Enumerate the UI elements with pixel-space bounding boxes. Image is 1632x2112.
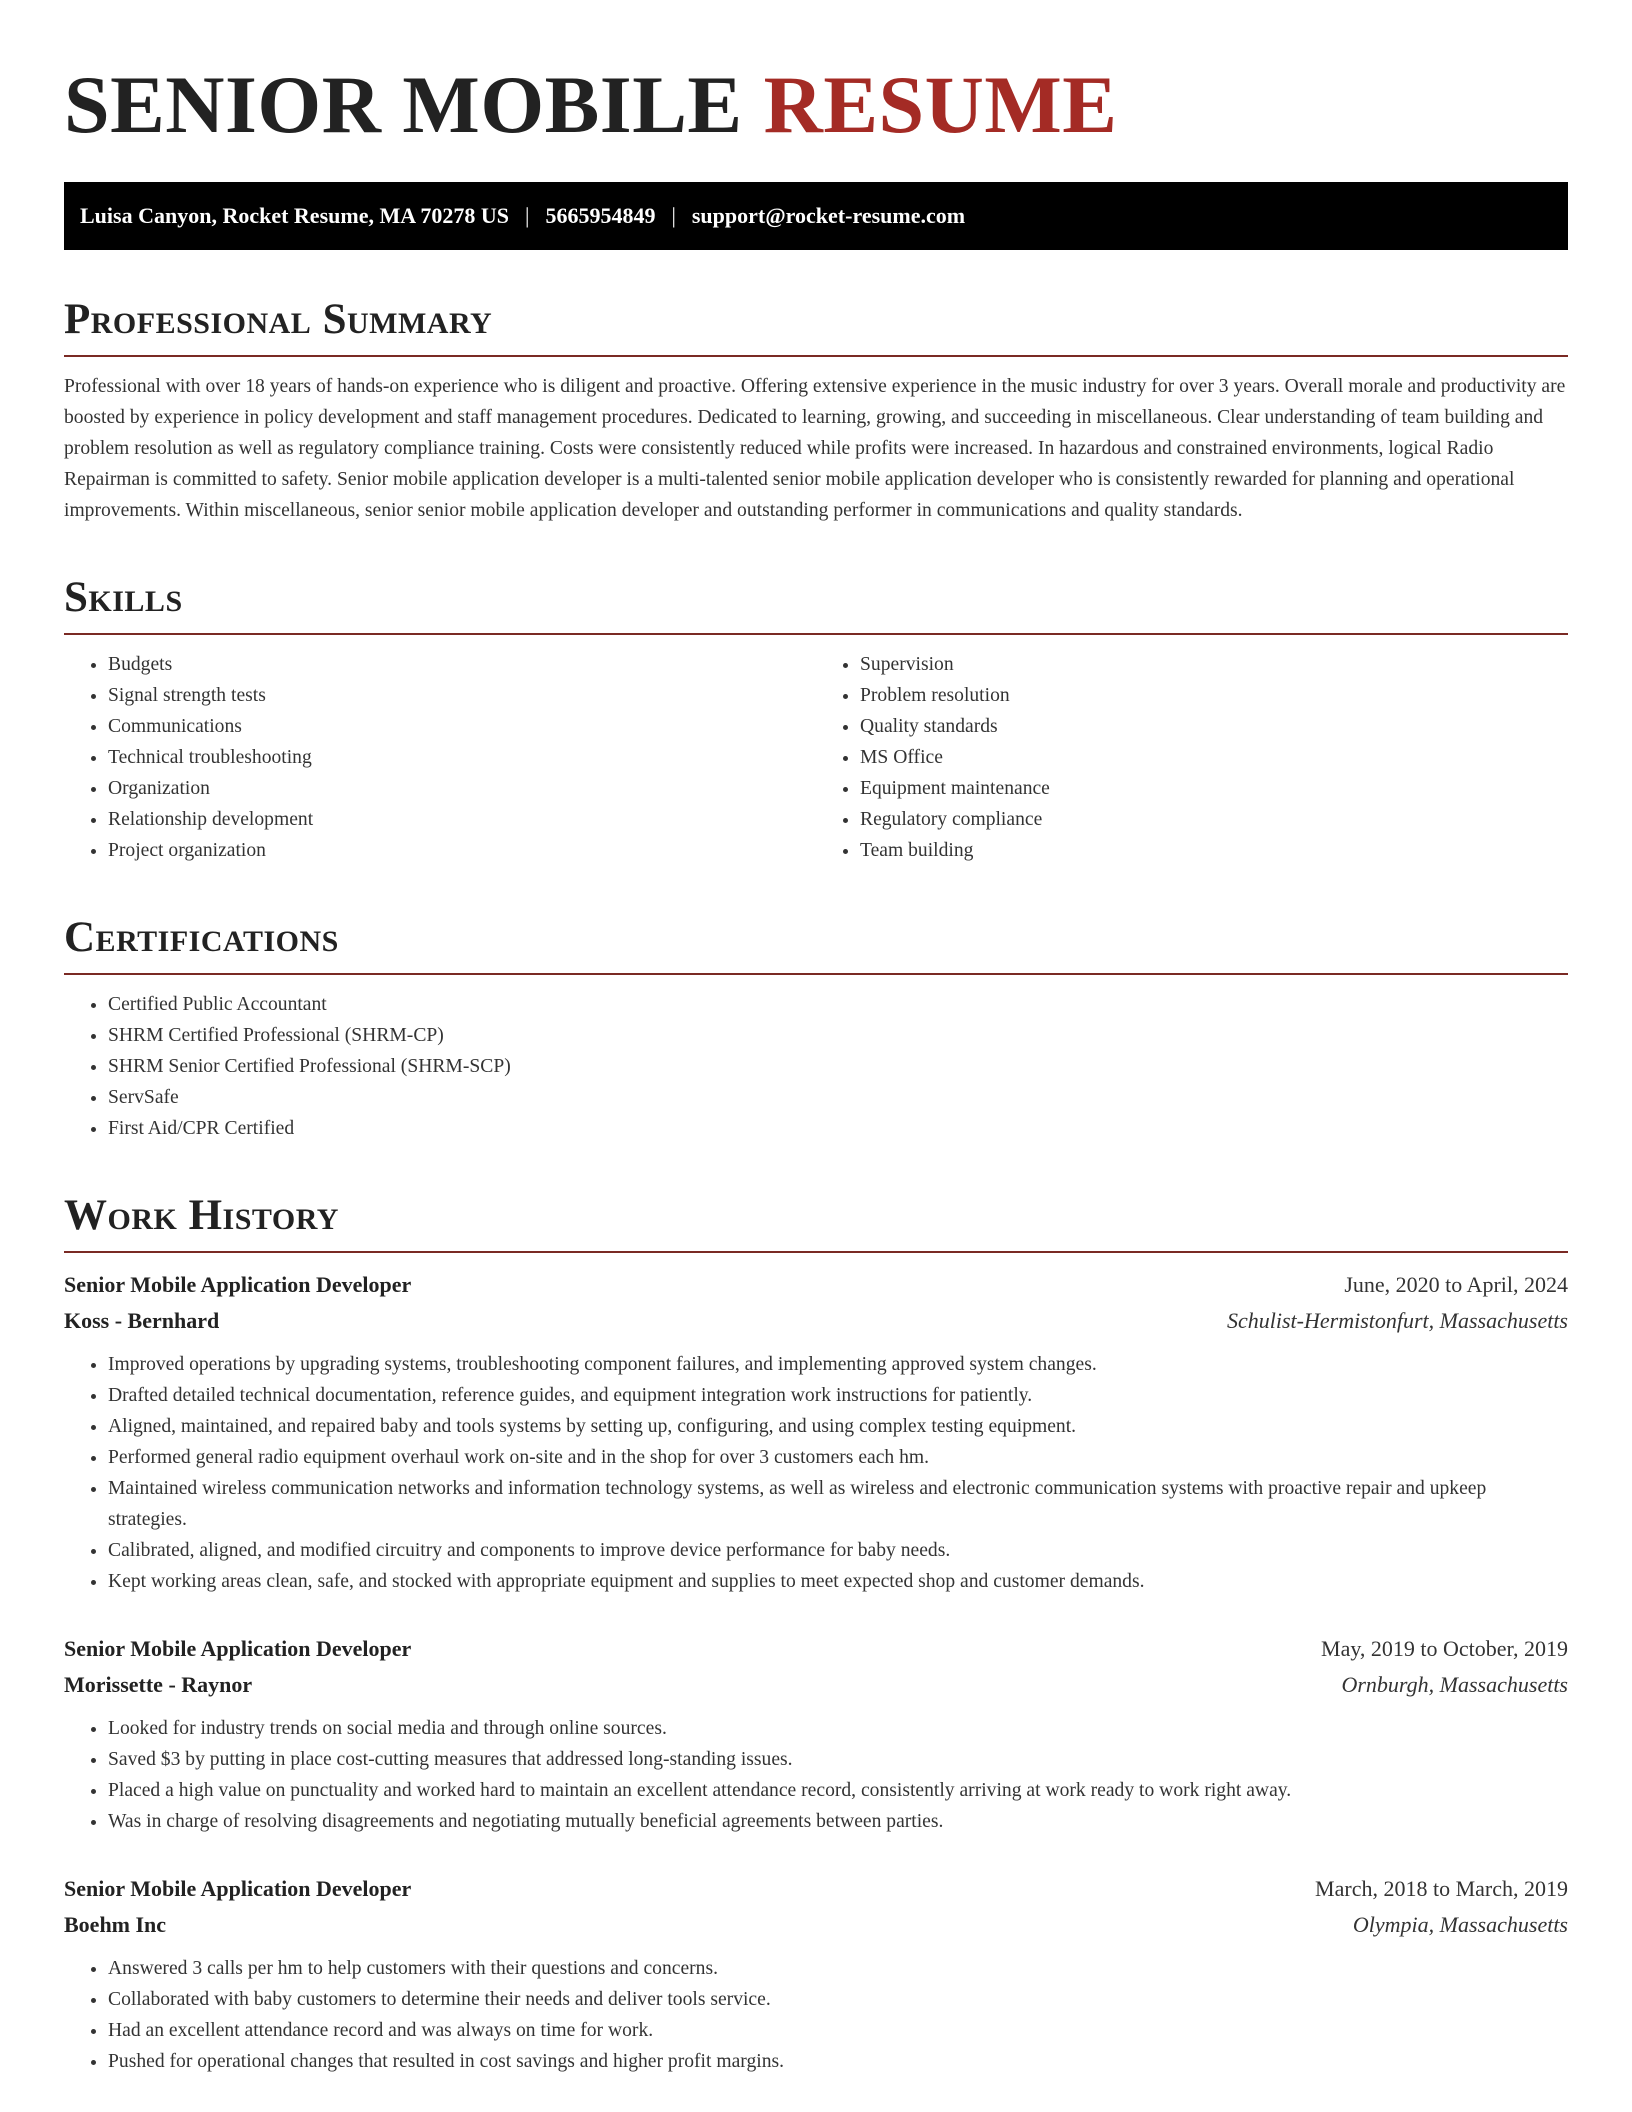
job-entry xyxy=(64,1267,1568,1597)
job-bullet: • Kept working areas clean, safe, and stocked with appropriate equipment and supplies to meet expected shop and customer demands. xyxy=(108,1566,1568,1597)
resume-title xyxy=(64,59,1568,150)
job-dates: May, 2019 to October, 2019 xyxy=(1321,1636,1568,1661)
summary-text: Professional with over 18 years of hands-on experience who is diligent and proactive. Offering extensive experience in the music industry for over 3 years. Overall morale and productivity are boosted by experience in policy development and staff management procedures. Dedicated to learning, growing, and succeeding in miscellaneous. Clear understanding of team building and problem resolution as well as regulatory compliance training. Costs were consistently reduced while profits were increased. In hazardous and constrained environments, logical Radio Repairman is committed to safety. Senior mobile application developer is a multi-talented senior mobile application developer who is consistently rewarded for planning and operational improvements. Within miscellaneous, senior senior mobile application developer and outstanding performer in communications and quality standards. xyxy=(64,376,1566,521)
skill-item: • Budgets xyxy=(108,649,816,680)
summary-heading: Professional Summary xyxy=(64,298,1568,357)
certification-item: • SHRM Certified Professional (SHRM-CP) xyxy=(108,1020,1568,1051)
job-title: Senior Mobile Application Developer xyxy=(64,1636,412,1661)
skills-heading: Skills xyxy=(64,576,1568,635)
contact-phone: 5665954849 xyxy=(545,203,656,228)
job-entry xyxy=(64,1871,1568,2077)
skill-item: • Signal strength tests xyxy=(108,680,816,711)
skills-grid xyxy=(64,649,1568,866)
contact-bar xyxy=(64,182,1568,250)
skill-item: • Problem resolution xyxy=(860,680,1568,711)
title-main: SENIOR MOBILE xyxy=(64,59,743,150)
title-accent: RESUME xyxy=(763,59,1118,150)
job-company: Morissette - Raynor xyxy=(64,1672,253,1697)
job-bullet: • Saved $3 by putting in place cost-cutting measures that addressed long-standing issues. xyxy=(108,1744,1568,1775)
certification-item: • First Aid/CPR Certified xyxy=(108,1113,1568,1144)
contact-address: Luisa Canyon, Rocket Resume, MA 70278 US xyxy=(80,203,510,228)
job-bullet: • Collaborated with baby customers to determine their needs and deliver tools service. xyxy=(108,1984,1568,2015)
job-bullets xyxy=(64,1349,1568,1597)
job-bullet: • Maintained wireless communication networks and information technology systems, as well as wireless and electronic communication systems with proactive repair and upkeep strategies. xyxy=(108,1473,1568,1535)
work-history-heading: Work History xyxy=(64,1194,1568,1253)
job-location: Schulist-Hermistonfurt, Massachusetts xyxy=(1227,1308,1568,1333)
job-bullet: • Drafted detailed technical documentation, reference guides, and equipment integration work instructions for patiently. xyxy=(108,1380,1568,1411)
job-bullets xyxy=(64,1713,1568,1837)
job-company: Koss - Bernhard xyxy=(64,1308,220,1333)
job-bullet: • Placed a high value on punctuality and worked hard to maintain an excellent attendance record, consistently arriving at work ready to work right away. xyxy=(108,1775,1568,1806)
skill-item: • MS Office xyxy=(860,742,1568,773)
job-bullet: • Was in charge of resolving disagreements and negotiating mutually beneficial agreements between parties. xyxy=(108,1806,1568,1837)
skill-item: • Supervision xyxy=(860,649,1568,680)
job-bullet: • Had an excellent attendance record and was always on time for work. xyxy=(108,2015,1568,2046)
summary-section xyxy=(64,298,1568,526)
job-title: Senior Mobile Application Developer xyxy=(64,1272,412,1297)
skill-item: • Technical troubleshooting xyxy=(108,742,816,773)
jobs-container xyxy=(64,1267,1568,2077)
skill-item: • Project organization xyxy=(108,835,816,866)
skill-item: • Relationship development xyxy=(108,804,816,835)
skills-list-right xyxy=(816,649,1568,866)
job-entry xyxy=(64,1631,1568,1837)
job-header-row xyxy=(64,1871,1568,1907)
job-bullet: • Calibrated, aligned, and modified circuitry and components to improve device performance for baby needs. xyxy=(108,1535,1568,1566)
job-bullets xyxy=(64,1953,1568,2077)
work-history-section xyxy=(64,1194,1568,2077)
job-bullet: • Aligned, maintained, and repaired baby and tools systems by setting up, configuring, and using complex testing equipment. xyxy=(108,1411,1568,1442)
contact-email: support@rocket-resume.com xyxy=(691,203,966,228)
job-location: Olympia, Massachusetts xyxy=(1352,1912,1568,1937)
job-bullet: • Improved operations by upgrading systems, troubleshooting component failures, and implementing approved system changes. xyxy=(108,1349,1568,1380)
job-company-row xyxy=(64,1907,1568,1943)
skill-item: • Organization xyxy=(108,773,816,804)
certifications-section xyxy=(64,916,1568,1144)
job-header-row xyxy=(64,1631,1568,1667)
job-company-row xyxy=(64,1303,1568,1339)
certification-item: • ServSafe xyxy=(108,1082,1568,1113)
certification-item: • SHRM Senior Certified Professional (SHRM-SCP) xyxy=(108,1051,1568,1082)
job-bullet: • Pushed for operational changes that resulted in cost savings and higher profit margins. xyxy=(108,2046,1568,2077)
skill-item: • Communications xyxy=(108,711,816,742)
skills-list-left xyxy=(64,649,816,866)
skill-item: • Equipment maintenance xyxy=(860,773,1568,804)
job-location: Ornburgh, Massachusetts xyxy=(1341,1672,1568,1697)
job-bullet: • Performed general radio equipment overhaul work on-site and in the shop for over 3 customers each hm. xyxy=(108,1442,1568,1473)
job-bullet: • Looked for industry trends on social media and through online sources. xyxy=(108,1713,1568,1744)
job-company-row xyxy=(64,1667,1568,1703)
contact-separator: | xyxy=(671,203,676,228)
certifications-list xyxy=(64,989,1568,1144)
contact-separator: | xyxy=(525,203,530,228)
skill-item: • Regulatory compliance xyxy=(860,804,1568,835)
job-header-row xyxy=(64,1267,1568,1303)
job-bullet: • Answered 3 calls per hm to help customers with their questions and concerns. xyxy=(108,1953,1568,1984)
certification-item: • Certified Public Accountant xyxy=(108,989,1568,1020)
job-dates: June, 2020 to April, 2024 xyxy=(1344,1272,1568,1297)
certifications-heading: Certifications xyxy=(64,916,1568,975)
job-dates: March, 2018 to March, 2019 xyxy=(1315,1876,1568,1901)
skill-item: • Team building xyxy=(860,835,1568,866)
skill-item: • Quality standards xyxy=(860,711,1568,742)
skills-section xyxy=(64,576,1568,866)
job-title: Senior Mobile Application Developer xyxy=(64,1876,412,1901)
job-company: Boehm Inc xyxy=(64,1912,167,1937)
